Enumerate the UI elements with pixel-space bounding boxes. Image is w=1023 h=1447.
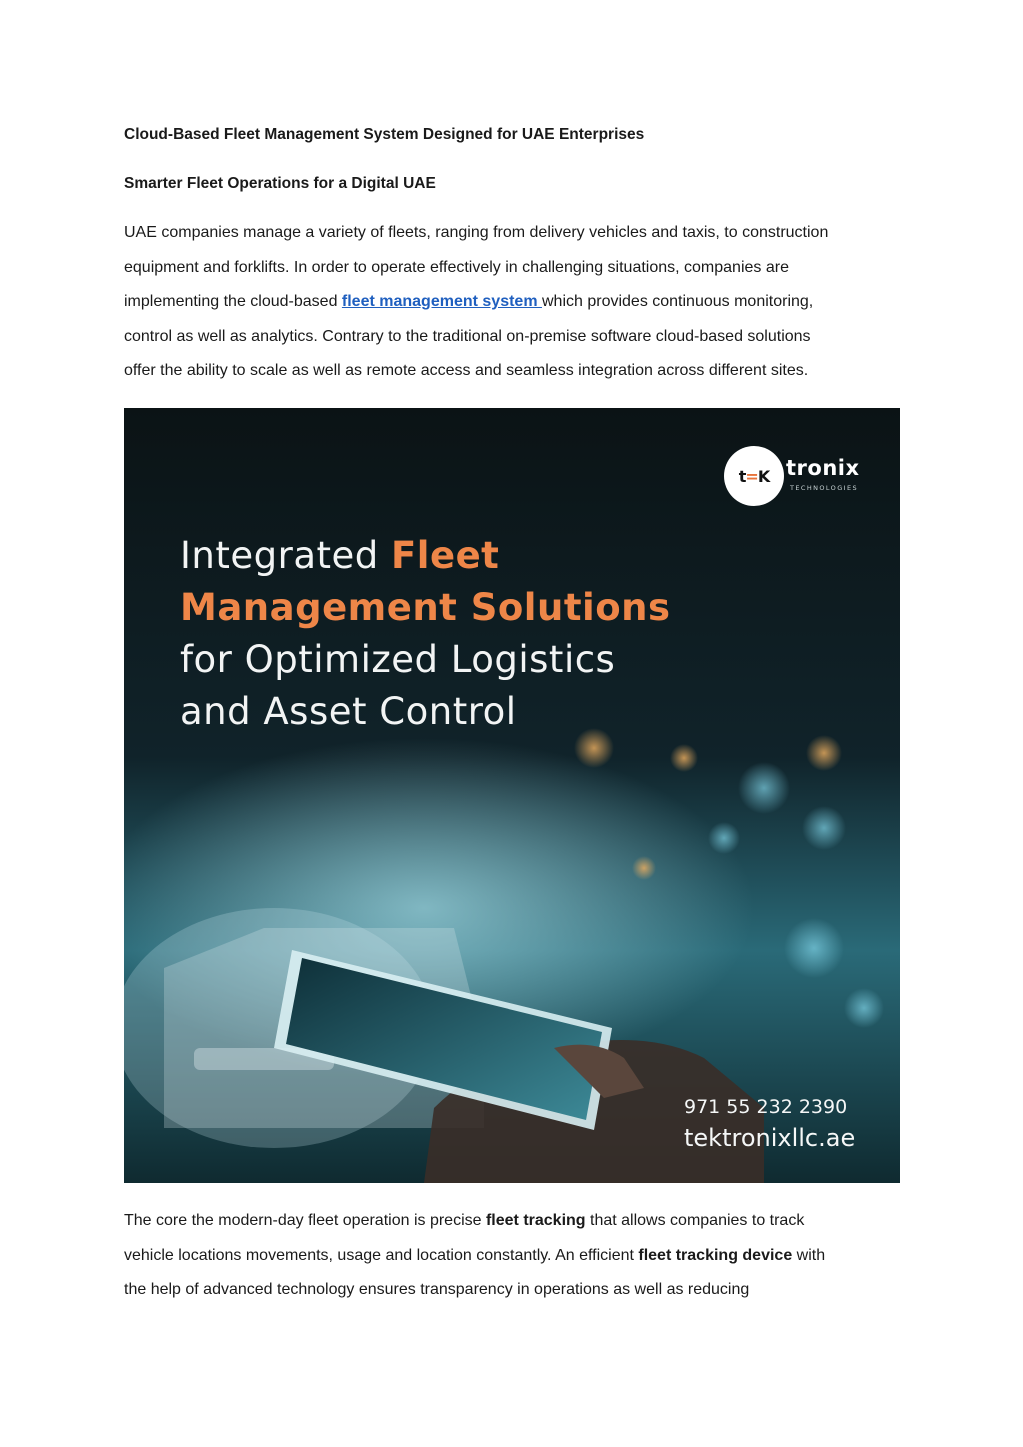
body-line-1-before: The core the modern-day fleet operation is precise	[124, 1212, 486, 1229]
body-line-2-before: vehicle locations movements, usage and location constantly. An efficient	[124, 1246, 639, 1264]
document-title: Cloud-Based Fleet Management System Designed for UAE Enterprises	[124, 126, 645, 143]
logo-mark-t: t	[738, 466, 746, 486]
headline-line-1-accent: Fleet	[391, 534, 500, 577]
body-line-2	[124, 1239, 904, 1274]
headline-line-1-plain: Integrated	[180, 534, 392, 577]
body-line-1-after: that allows companies to track	[585, 1212, 805, 1229]
banner-website: tektronixllc.ae	[684, 1124, 856, 1152]
banner-background	[124, 408, 900, 1183]
headline-line-2: Management Solutions	[180, 586, 671, 629]
body-line-3: the help of advanced technology ensures transparency in operations as well as reducing	[124, 1281, 750, 1298]
banner-headline	[180, 530, 670, 738]
intro-paragraph	[124, 216, 904, 389]
logo-mark-e: =	[745, 466, 758, 486]
banner-contact	[684, 1093, 855, 1155]
fleet-tracking-device-bold: fleet tracking device	[638, 1246, 793, 1264]
tektronix-logo	[724, 446, 864, 506]
intro-line-3-before: implementing the cloud-based	[124, 293, 342, 310]
intro-line-2: equipment and forklifts. In order to operate effectively in challenging situations, companies are	[124, 258, 789, 276]
logo-word: tronix	[786, 456, 860, 480]
headline-line-4: and Asset Control	[180, 690, 517, 733]
body-line-1	[124, 1204, 904, 1239]
body-paragraph	[124, 1204, 904, 1308]
logo-circle	[724, 446, 784, 506]
headline-line-1	[180, 530, 670, 582]
banner-phone: 971 55 232 2390	[684, 1096, 848, 1118]
intro-line-1: UAE companies manage a variety of fleets, ranging from delivery vehicles and taxis, to construction	[124, 224, 829, 241]
document-subtitle: Smarter Fleet Operations for a Digital UAE	[124, 175, 436, 192]
intro-line-3	[124, 285, 904, 320]
fleet-management-system-link[interactable]: fleet management system	[341, 293, 542, 310]
intro-line-5: offer the ability to scale as well as remote access and seamless integration across different sites.	[124, 362, 809, 379]
headline-line-3: for Optimized Logistics	[180, 638, 616, 681]
intro-line-4: control as well as analytics. Contrary to the traditional on-premise software cloud-based solutions	[124, 327, 811, 345]
logo-mark	[739, 467, 769, 486]
logo-mark-k: K	[757, 466, 770, 486]
fleet-tracking-bold: fleet tracking	[485, 1212, 586, 1229]
intro-line-3-after: which provides continuous monitoring,	[541, 293, 814, 310]
promo-banner-image	[124, 408, 900, 1183]
logo-subtitle: TECHNOLOGIES	[790, 484, 858, 492]
body-line-2-after: with	[792, 1246, 826, 1264]
